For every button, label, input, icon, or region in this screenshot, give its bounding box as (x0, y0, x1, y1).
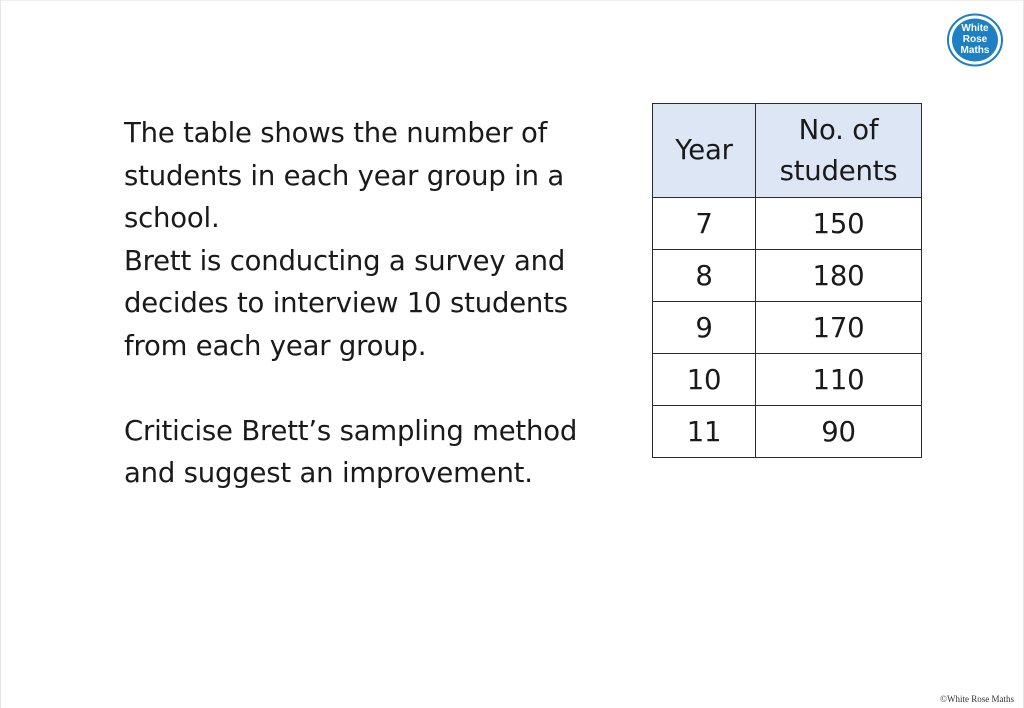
logo-text-line1: White (961, 23, 989, 34)
white-rose-maths-logo (945, 12, 1005, 68)
question-line: from each year group. (124, 329, 427, 362)
slide-border-top (0, 0, 1024, 1)
cell-students: 170 (756, 302, 922, 354)
table-row (653, 354, 922, 406)
header-number-of-students (756, 104, 922, 198)
question-line: decides to interview 10 students (124, 287, 568, 319)
question-line: students in each year group in a (124, 159, 565, 192)
cell-year: 8 (653, 250, 756, 302)
cell-year: 9 (653, 302, 756, 354)
copyright-notice: ©White Rose Maths (940, 694, 1014, 704)
cell-students: 180 (756, 250, 922, 302)
question-line: Brett is conducting a survey and (124, 244, 566, 277)
task-line: and suggest an improvement. (124, 457, 533, 489)
cell-students: 90 (756, 406, 922, 458)
cell-students: 110 (756, 354, 922, 406)
table-row (653, 406, 922, 458)
slide-border-left (0, 0, 1, 708)
logo-text-line2: Rose (962, 34, 988, 45)
logo-text-line3: Maths (960, 45, 990, 56)
question-line: The table shows the number of (124, 117, 548, 149)
cell-year: 11 (653, 406, 756, 458)
paragraph-gap (124, 367, 634, 410)
table-row (653, 250, 922, 302)
header-students-line1: No. of (798, 113, 879, 146)
header-year: Year (653, 104, 756, 198)
cell-year: 10 (653, 354, 756, 406)
table-row (653, 302, 922, 354)
table-row (653, 198, 922, 250)
logo-icon (945, 12, 1005, 68)
question-line: school. (124, 202, 220, 234)
cell-year: 7 (653, 198, 756, 250)
header-students-line2: students (779, 154, 898, 187)
task-line: Criticise Brett’s sampling method (124, 414, 578, 447)
question-text (124, 112, 634, 495)
students-table (652, 103, 922, 458)
table-header-row (653, 104, 922, 198)
cell-students: 150 (756, 198, 922, 250)
